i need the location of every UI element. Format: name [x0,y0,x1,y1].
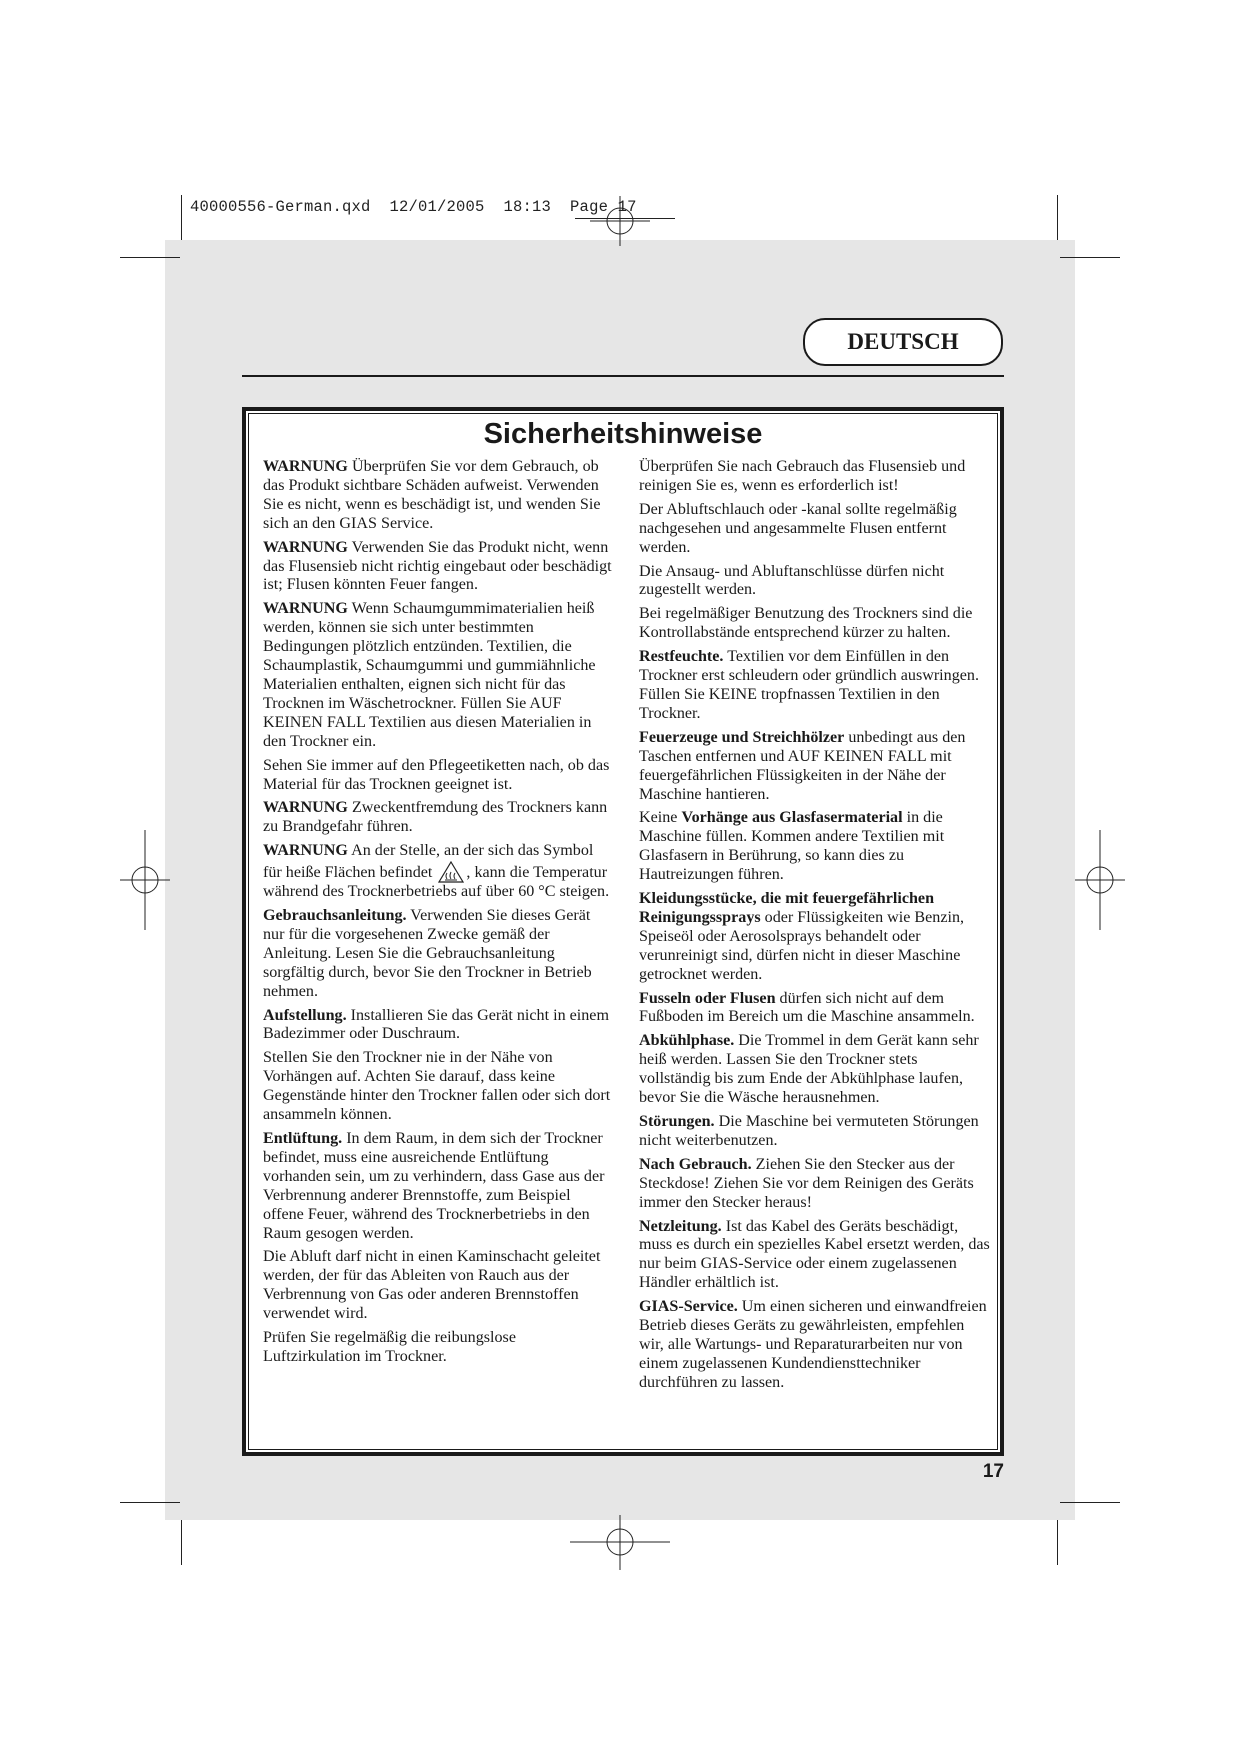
paragraph-text: unbedingt aus den Taschen entfernen und AUF KEINEN FALL mit feuergefährlichen Flüssigkeiten in der Nähe der Maschine hantieren. [639,728,966,803]
paragraph-lead: WARNUNG [263,600,348,618]
paragraph [639,809,991,885]
paragraph-text: An der Stelle, an der sich das Symbol für heiße Flächen befindet [263,842,594,882]
paragraph [263,907,613,1002]
paragraph [639,563,991,601]
paragraph-text: Sehen Sie immer auf den Pflegeetiketten nach, ob das Material für das Trocknen geeignet ist. [263,756,610,793]
crop-mark-top-right-vertical [1057,195,1058,240]
paragraph-text: Ziehen Sie den Stecker aus der Steckdose! Ziehen Sie vor dem Reinigen des Geräts immer den Stecker heraus! [639,1155,974,1211]
paragraph-text: Installieren Sie das Gerät nicht in einem Badezimmer oder Duschraum. [263,1006,609,1043]
paragraph-text: Um einen sicheren und einwandfreien Betrieb dieses Geräts zu gewährleisten, empfehlen wir, alle Wartungs- und Reparaturarbeiten nur von einem zugelassenen Kundendiensttechniker durchführen zu lassen. [639,1298,987,1391]
crop-mark-top-left-horizontal [120,257,180,258]
paragraph [263,757,613,795]
paragraph-text: Die Abluft darf nicht in einen Kaminschacht geleitet werden, der für das Ableiten von Rauch aus der Verbrennung von Gas oder anderen Brennstoffen verwendet wird. [263,1248,601,1323]
language-tab [803,318,1003,366]
paragraph [639,648,991,724]
paragraph-lead: Aufstellung. [263,1006,347,1024]
crop-mark-bottom-left-vertical [181,1520,182,1565]
paragraph-lead: Kleidungsstücke, die mit feuergefährlichen Reinigungssprays [639,890,935,926]
crop-mark-top-left-vertical [181,195,182,240]
paragraph-prefix: Keine [639,809,682,827]
paragraph-text: Verwenden Sie das Produkt nicht, wenn das Flusensieb nicht richtig eingebaut oder beschädigt ist; Flusen könnten Feuer fangen. [263,538,612,594]
paragraph [639,458,991,496]
paragraph-lead: Abkühlphase. [639,1032,735,1050]
paragraph-text: Textilien vor dem Einfüllen in den Trockner erst schleudern oder gründlich auswringen. Füllen Sie KEINE tropfnassen Textilien in den Trockner. [639,648,979,722]
paragraph-text: Verwenden Sie dieses Gerät nur für die vorgesehenen Zwecke gemäß der Anleitung. Lesen Sie die Gebrauchsanleitung sorgfältig durch, bevor Sie den Trockner in Betrieb nehmen. [263,907,592,1000]
paragraph-text: Die Trommel in dem Gerät kann sehr heiß werden. Lassen Sie den Trockner stets vollständig bis zum Ende der Abkühlphase laufen, bevor Sie die Wäsche herausnehmen. [639,1032,979,1107]
paragraph [263,1130,613,1243]
paragraph [639,1113,991,1151]
paragraph-text: , kann die Temperatur während des Trocknerbetriebs auf über 60 °C steigen. [263,864,610,901]
paragraph-text: Ist das Kabel des Geräts beschädigt, muss es durch ein spezielles Kabel ersetzt werden, das nur beim GIAS-Service oder einem zugelassenen Händler erhältlich ist. [639,1217,990,1292]
paragraph-text: oder Flüssigkeiten wie Benzin, Speiseöl oder Aerosolsprays behandelt oder verunreinigt sind, dürfen nicht in dieser Maschine getrocknet werden. [639,908,965,983]
paragraph-lead: Feuerzeuge und Streichhölzer [639,728,845,746]
paragraph-lead: Störungen. [639,1113,715,1130]
paragraph-lead: GIAS-Service. [639,1298,738,1316]
paragraph [639,1156,991,1213]
paragraph [263,1329,613,1367]
paragraph-lead: Nach Gebrauch. [639,1155,752,1173]
paragraph-text: Die Maschine bei vermuteten Störungen nicht weiterbenutzen. [639,1113,979,1149]
paragraph-lead: Restfeuchte. [639,648,724,666]
language-label: DEUTSCH [847,329,959,354]
paragraph-lead: WARNUNG [263,538,348,556]
paragraph-text: Überprüfen Sie nach Gebrauch das Flusensieb und reinigen Sie es, wenn es erforderlich ist! [639,458,966,494]
hot-surface-warning-icon [438,861,464,883]
paragraph-lead: Gebrauchsanleitung. [263,907,407,925]
paragraph [263,600,613,751]
paragraph-lead: WARNUNG [263,458,348,475]
paragraph-lead: Netzleitung. [639,1217,722,1235]
paragraph [639,729,991,805]
paragraph [263,1248,613,1324]
paragraph-text: Stellen Sie den Trockner nie in der Nähe von Vorhängen auf. Achten Sie darauf, dass keine Gegenstände hinter den Trockner fallen oder sich dort ansammeln können. [263,1049,611,1124]
paragraph [639,501,991,558]
registration-mark-bottom-icon [570,1515,670,1570]
crop-mark-bottom-right-vertical [1057,1520,1058,1565]
paragraph-text: Die Ansaug- und Abluftanschlüsse dürfen nicht zugestellt werden. [639,562,945,599]
registration-mark-top-icon [590,196,650,246]
paragraph-text: Bei regelmäßiger Benutzung des Trockners sind die Kontrollabstände entsprechend kürzer zu halten. [639,605,973,642]
header-rule [242,375,1004,377]
paragraph [263,458,613,534]
registration-mark-left-icon [120,830,170,930]
section-title: Sicherheitshinweise [483,418,763,450]
paragraph-text: Der Abluftschlauch oder -kanal sollte regelmäßig nachgesehen und angesammelte Flusen entfernt werden. [639,500,957,556]
paragraph [639,1032,991,1108]
crop-mark-top-right-horizontal [1060,257,1120,258]
paragraph-text: dürfen sich nicht auf dem Fußboden im Bereich um die Maschine ansammeln. [639,989,975,1026]
paragraph-lead: Vorhänge aus Glasfasermaterial [681,809,903,827]
paragraph [639,1218,991,1294]
paragraph-text: In dem Raum, in dem sich der Trockner befindet, muss eine ausreichende Entlüftung vorhanden sein, um zu verhindern, dass Gase aus der Verbrennung anderer Brennstoffe, zum Beispiel offene Feuer, während des Trocknerbetriebs in den Raum gesogen werden. [263,1130,605,1242]
left-column [263,458,613,1372]
paragraph-text: Prüfen Sie regelmäßig die reibungslose Luftzirkulation im Trockner. [263,1329,516,1365]
paragraph-lead: Entlüftung. [263,1130,343,1147]
paragraph [639,605,991,643]
paragraph-text: Überprüfen Sie vor dem Gebrauch, ob das Produkt sichtbare Schäden aufweist. Verwenden Sie es nicht, wenn es beschädigt ist, und wenden Sie sich an den GIAS Service. [263,458,601,532]
paragraph [263,539,613,596]
paragraph [263,842,613,902]
paragraph [263,799,613,837]
right-column [639,458,991,1398]
paragraph-text: Zweckentfremdung des Trockners kann zu Brandgefahr führen. [263,799,608,836]
crop-mark-bottom-right-horizontal [1060,1502,1120,1503]
paragraph-lead: WARNUNG [263,799,348,817]
print-slug-line: 40000556-German.qxd 12/01/2005 18:13 Page 17 [190,198,637,216]
paragraph-lead: WARNUNG [263,842,348,860]
paragraph [263,1049,613,1125]
paragraph-text: in die Maschine füllen. Kommen andere Textilien mit Glasfasern in Berührung, so kann dies zu Hautreizungen führen. [639,809,945,884]
paragraph [639,1298,991,1393]
page-number: 17 [982,1461,1004,1482]
paragraph [263,1007,613,1045]
crop-mark-bottom-left-horizontal [120,1502,180,1503]
paragraph [639,990,991,1028]
paragraph-text: Wenn Schaumgummimaterialien heiß werden, können sie sich unter bestimmten Bedingungen plötzlich entzünden. Textilien, die Schaumplastik, Schaumgummi und gummiähnliche Materialien enthalten, eignen sich nicht für das Trocknen im Wäschetrockner. Füllen Sie AUF KEINEN FALL Textilien aus diesen Materialien in den Trockner ein. [263,600,596,750]
registration-mark-right-icon [1075,830,1125,930]
paragraph-lead: Fusseln oder Flusen [639,989,776,1007]
paragraph [639,890,991,985]
